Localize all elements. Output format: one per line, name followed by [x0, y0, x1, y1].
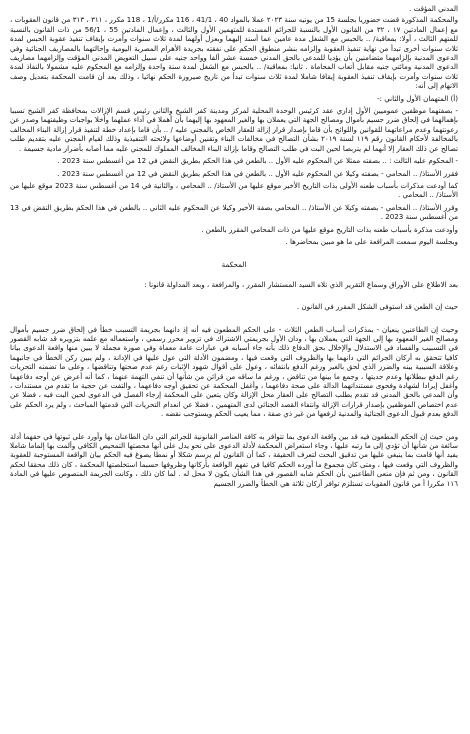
- memoranda-paragraph: كما أودعت مذكرات بأسباب طعنه الأولى بذات التاريخ الأخير موقع عليها من الأستاذ/ .. المحامي ، والثانية في 14 من أغسطس سنة 2023 موقع عليها من الأستاذ/ .. المحامي .: [10, 180, 458, 200]
- hearing-paragraph: وبجلسة اليوم سمعت المرافعة على ما هو مبين بمحاضرها .: [285, 236, 458, 246]
- appeal-paragraph-third: - المحكوم عليه الثالث : .. بصفته ممثلا عن المحكوم عليه الأول .. بالطعن في هذا الحكم بطريق النقض في 12 من أغسطس سنة 2023 .: [57, 156, 458, 166]
- charge-paragraph: - بصفتهما موظفين عموميين الأول إداري عقد كرئيس الوحدة المحلية لمركز ومدينة كفر الشيخ والثاني رئيس قسم الإزالات بمحافظة كفر الشيخ تسببا بإهمالهما في إلحاق ضرر جسيم بأموال ومصالح الجهة التي يعملان بها والغير المعهود بها إليهما بأن أهملا في أداء عملهما وأخلا بواجبات وظيفتهما وصدر عن رعونتهما وعدم مراعاتهما للقوانين واللوائح بأن قاما بإصدار قرار إزالة للعقار الخاص بالمجني عليه / .. بأن قاما بإعداد خطة لتنفيذ قرار إزالة البناء المخالف بالمخالفة لأحكام القانون رقم ١١٩ لسنة ٢٠١٩ بشأن التصالح في مخالفات البناء وتقنين أوضاعها ولائحته التنفيذية وذلك لقيام المجني عليه بتقديم طلب تصالح عن ذلك العقار إلا أنهما لم يتربصا لحين البت في طلب التصالح وقاما بإزالة البناء المخالف المملوك للمجني عليه مما أصابه بأضرار مادية جسيمة .: [10, 106, 458, 153]
- deliberation-paragraph: بعد الاطلاع على الأوراق وسماع التقرير الذي تلاه السيد المستشار المقرر ، والمرافعة ، وبعد المداولة قانونا :: [144, 279, 458, 289]
- appeal-paragraph-second: وقرر الأستاذ/ .. المحامي - بصفته وكيلا عن الأستاذ/ .. المحامي بصفة الأخير وكيلا عن المحكوم عليه الثاني .. بالطعن في هذا الحكم بطريق النقض في 13 من أغسطس سنة 2023 .: [10, 202, 458, 222]
- opening-line: المدني المؤقت .: [409, 4, 458, 13]
- ruling-summary-paragraph: والمحكمة المذكورة قضت حضوريا بجلسة 15 من يونيه سنة ٢٠٢٣ عملا بالمواد 40 ، 41/1 ، 116 مكرر/أ/1 ، 118 مكرر ، ٣١١ ، ٣١٣ من قانون العقوبات ، مع إعمال المادتين ١٧ ، ٣٢ من القانون الأول بالنسبة للجرائم المسندة للمتهمين الأول والثالث ، وإعمال المادتين 55 ، 56/1 من ذات القانون بالنسبة للمتهم الثالث ، أولا: بمعاقبة/ .. بالحبس مع الشغل مدة عامين عما أسند إليهما وبعزل أولهما لمدة ثلاث سنوات وأمرت بإيقاف تنفيذ عقوبة الحبس لمدة ثلاث سنوات أخرى تبدأ من نهاية تنفيذ العقوبة وإلزامه بنشر منطوق الحكم على نفقته بجريدة الأهرام المصرية اليومية وإحالتهما بالمصاريف الجنائية وفي الدعوى المدنية بإلزامهما متضامنين بأن يؤديا للمدعي بالحق المدني خمسة عشر ألفا وواحد جنيه على سبيل التعويض المدني المؤقت وإلزامهما مصاريف الدعوى المدنية ومائتي جنيه مقابل أتعاب المحاماة . ثانيا: بمعاقبة/ .. بالحبس مع الشغل لمدة سنة واحدة وإلزامه مع المحكوم عليه مشمولا بالنفاذ لمدة ثلاث سنوات وأمرت بإيقاف تنفيذ العقوبة إيقافا شاملا لمدة ثلاث سنوات تبدأ من تاريخ صيرورة الحكم نهائيا ، وذلك بعد أن قامت المحكمة بتعديل وصف الاتهام إلى أنه:: [10, 15, 458, 91]
- appeal-paragraph-first: فقرر الأستاذ/ .. المحامي - بصفته وكيلا عن المحكوم عليه الأول .. بالطعن في هذا الحكم بطريق النقض في 12 من أغسطس سنة 2023 .: [57, 168, 458, 178]
- court-heading: المحكمة: [221, 260, 247, 270]
- memorandum-paragraph: وأودعت مذكرة بأسباب طعنه بذات التاريخ موقع عليها من ذات المحامي المقرر بالطعن .: [201, 224, 458, 234]
- court-reasoning-paragraph: ومن حيث إن الحكم المطعون فيه قد بين واقعة الدعوى بما تتوافر به كافة العناصر القانونية للجرائم التي دان الطاعنان بها وأورد على ثبوتها في حقهما أدلة سائغة من شأنها أن تؤدي إلى ما رتبه عليها ، وجاء استعراض المحكمة لأدلة الدعوى على نحو يدل على أنها محصتها التمحيص الكافي وألمت بها إلماما شاملا يفيد أنها قامت بما ينبغي عليها من تدقيق البحث لتعرف الحقيقة ، كما أن القانون لم يرسم شكلا أو نمطا يصوغ فيه الحكم بيان الواقعة المستوجبة للعقوبة والظروف التي وقعت فيها ، ومتى كان مجموع ما أورده الحكم كافيا في تفهم الواقعة بأركانها وظروفها حسبما استخلصتها المحكمة ، كان ذلك محققا لحكم القانون ، ومن ثم فإن منعى الطاعنين بأن الحكم شابه القصور في هذا الشأن يكون لا محل له . لما كان ذلك ، وكانت الجريمة المنصوص عليها في المادة ١١٦ مكررا أ من قانون العقوبات تستلزم توافر أركان ثلاثة هي الخطأ والضرر الجسيم: [10, 431, 458, 488]
- defendants-heading: (أ) المتهمان الأول والثاني :-: [377, 93, 458, 103]
- grounds-paragraph: وحيث إن الطاعنين ينعيان - بمذكرات أسباب الطعن الثلاث - على الحكم المطعون فيه أنه إذ دانهما بجريمة التسبب خطأ في إلحاق ضرر جسيم بأموال ومصالح الغير المعهود بها إلى الجهة التي يعملان بها ، ودان الأول بجريمتي الاشتراك في تزوير محرر رسمي ، واستعماله مع علمه بتزويره قد شابه القصور في التسبيب والفساد في الاستدلال والإخلال بحق الدفاع ذلك بأنه جاء أسبابه في عبارات عامة معماة وفي صورة مجملة لا يبين منها واقعة الدعوى بيانا كافيا تتحقق به أركان الجرائم التي دانهما بها والظروف التي وقعت فيها ، ومضمون الأدلة التي عول عليها في الإدانة ، ولم يبين ركن الخطأ في جانبهما وعلاقة السببية بينه والضرر الذي لحق بالغير ورغم الدفع بانتفائه ، وعول على أقوال شهود الإثبات رغم عدم صحتها وتناقضها ، وعلى ما تضمنه التحريات رغم الدفع ببطلانها وعدم جديتها ، وجمع ما بينها من تناقض ، ورغم ما ساقه من قرائن من شأنها أن تنفي التهمة عنهما ، كما أنه أعرض عن أوجه دفاعهما وأغفل إيرادا لشهادة وفحوى مستنداتهما الدالة على صحة دفاعهما ، وأغفل المحكمة عن تحقيق أوجه دفاعهما ، والتفت عن حجية ما تقدم من مستندات ، وأن المدعي بالحق المدني قد تقدم بطلب التصالح على العقار محل الإزالة وكان يتعين على المحكمة إرجاء الفصل في الدعوى لحين البت فيه ، فضلا عن عدم اختصاص الموظفين بإصدار قرارات الإزالة وانتفاء القصد الجنائي لدى المتهمين ، فضلا عن انعدام التحريات التي قدمتها المباحث ، ولم يرد الحكم على الدفع بعدم قبول الدعوى الجنائية والمدنية لرفعها من غير ذي صفة ، مما يعيب الحكم ويستوجب نقضه .: [10, 324, 458, 419]
- formal-acceptance-paragraph: حيث إن الطعن قد استوفى الشكل المقرر في القانون .: [296, 302, 458, 312]
